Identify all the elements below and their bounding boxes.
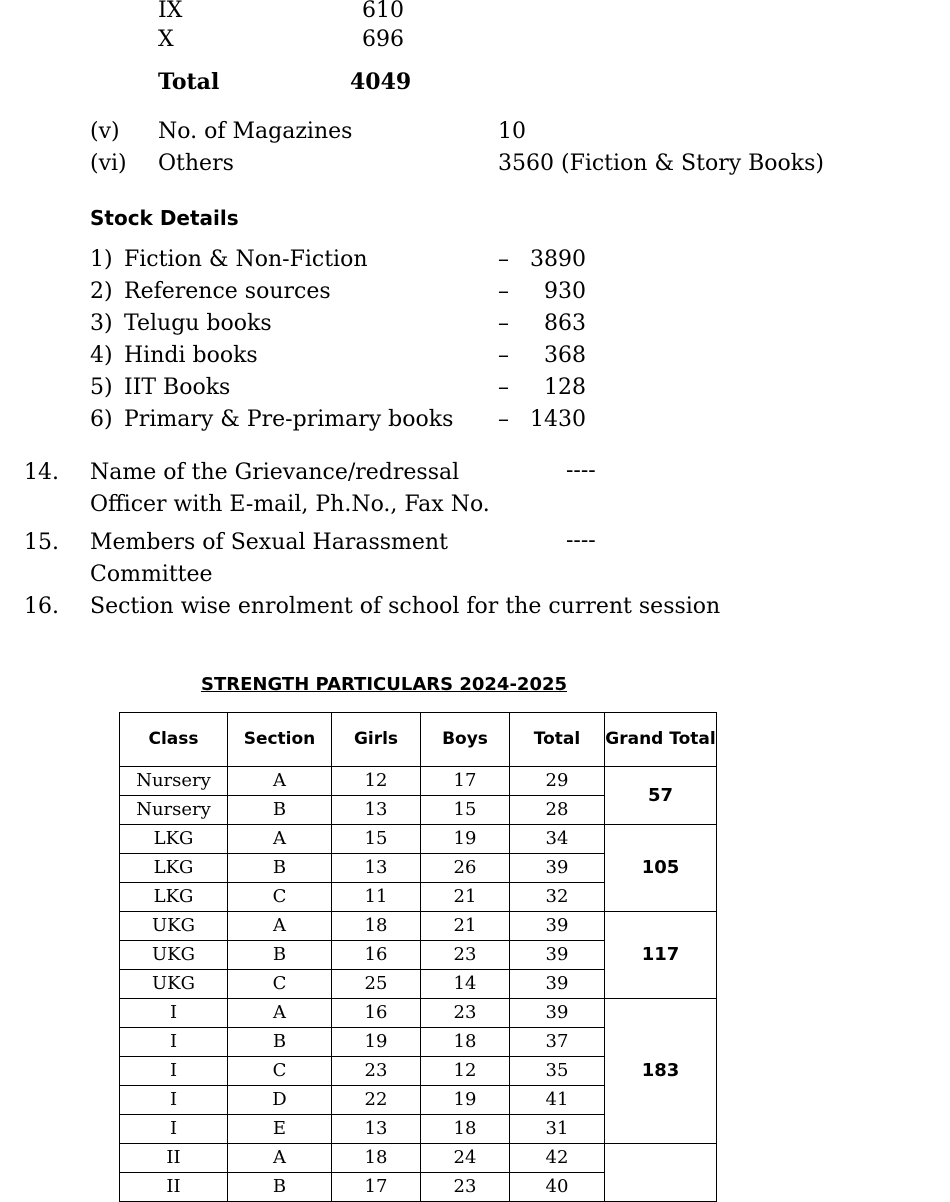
stock-label: Fiction & Non-Fiction (124, 247, 368, 272)
stock-num: 3) (90, 311, 113, 336)
cell-boys: 12 (421, 1057, 510, 1086)
cell-boys: 18 (421, 1115, 510, 1144)
cell-total: 29 (510, 767, 605, 796)
cell-total: 39 (510, 941, 605, 970)
cell-class: UKG (120, 970, 228, 999)
table-row (120, 912, 717, 941)
grievance-officer-label-2: Officer with E-mail, Ph.No., Fax No. (90, 492, 490, 517)
stock-label: Primary & Pre-primary books (124, 407, 454, 432)
cell-section: B (228, 1028, 332, 1057)
stock-num: 5) (90, 375, 113, 400)
cell-section: B (228, 796, 332, 825)
stock-dash: – (498, 343, 509, 368)
col-header-girls: Girls (332, 713, 421, 767)
harassment-committee-label: Members of Sexual Harassment (90, 530, 448, 555)
section-enrolment-label: Section wise enrolment of school for the current session (90, 594, 721, 619)
cell-boys: 17 (421, 767, 510, 796)
cell-grand-total-class-i: 183 (605, 999, 717, 1144)
cell-section: B (228, 854, 332, 883)
stock-dash: – (498, 247, 509, 272)
class-label-x: X (158, 27, 174, 52)
cell-section: B (228, 941, 332, 970)
cell-grand-total-ukg: 117 (605, 912, 717, 999)
cell-total: 40 (510, 1173, 605, 1202)
cell-total: 39 (510, 999, 605, 1028)
cell-girls: 16 (332, 999, 421, 1028)
stock-value: 3890 (530, 247, 586, 272)
cell-girls: 16 (332, 941, 421, 970)
cell-boys: 19 (421, 1086, 510, 1115)
item-value-magazines: 10 (498, 119, 526, 144)
class-label-ix: IX (158, 0, 183, 23)
stock-dash: – (498, 279, 509, 304)
cell-girls: 17 (332, 1173, 421, 1202)
cell-boys: 23 (421, 941, 510, 970)
cell-class: UKG (120, 941, 228, 970)
stock-num: 4) (90, 343, 113, 368)
stock-label: Hindi books (124, 343, 258, 368)
grievance-officer-value: ---- (566, 458, 596, 483)
cell-section: D (228, 1086, 332, 1115)
cell-total: 32 (510, 883, 605, 912)
cell-class: I (120, 1028, 228, 1057)
cell-section: E (228, 1115, 332, 1144)
strength-table (119, 712, 717, 1202)
cell-boys: 21 (421, 883, 510, 912)
col-header-section: Section (228, 713, 332, 767)
cell-boys: 26 (421, 854, 510, 883)
stock-value: 128 (544, 375, 586, 400)
cell-section: A (228, 825, 332, 854)
cell-grand-total-nursery: 57 (605, 767, 717, 825)
item-number-16: 16. (24, 594, 59, 619)
cell-section: A (228, 912, 332, 941)
cell-boys: 19 (421, 825, 510, 854)
cell-total: 41 (510, 1086, 605, 1115)
cell-boys: 23 (421, 1173, 510, 1202)
cell-total: 39 (510, 854, 605, 883)
stock-dash: – (498, 407, 509, 432)
cell-section: B (228, 1173, 332, 1202)
cell-girls: 23 (332, 1057, 421, 1086)
cell-class: I (120, 1086, 228, 1115)
harassment-committee-label-2: Committee (90, 562, 213, 587)
cell-class: Nursery (120, 796, 228, 825)
cell-total: 31 (510, 1115, 605, 1144)
stock-dash: – (498, 311, 509, 336)
cell-grand-total-class-ii (605, 1144, 717, 1202)
cell-boys: 24 (421, 1144, 510, 1173)
cell-total: 37 (510, 1028, 605, 1057)
cell-girls: 22 (332, 1086, 421, 1115)
stock-value: 368 (544, 343, 586, 368)
stock-label: Telugu books (124, 311, 272, 336)
item-number-14: 14. (24, 460, 59, 485)
cell-class: II (120, 1144, 228, 1173)
cell-section: C (228, 970, 332, 999)
stock-label: IIT Books (124, 375, 231, 400)
cell-boys: 14 (421, 970, 510, 999)
cell-boys: 15 (421, 796, 510, 825)
item-number-15: 15. (24, 530, 59, 555)
cell-class: LKG (120, 825, 228, 854)
cell-girls: 13 (332, 1115, 421, 1144)
table-row (120, 1144, 717, 1173)
item-value-others: 3560 (Fiction & Story Books) (498, 151, 825, 176)
stock-value: 863 (544, 311, 586, 336)
class-value-x: 696 (362, 27, 404, 52)
cell-girls: 18 (332, 1144, 421, 1173)
class-value-ix: 610 (362, 0, 404, 23)
cell-total: 35 (510, 1057, 605, 1086)
item-label-magazines: No. of Magazines (158, 119, 353, 144)
cell-total: 39 (510, 912, 605, 941)
col-header-grand-total: Grand Total (605, 713, 717, 767)
stock-num: 1) (90, 247, 113, 272)
grievance-officer-label: Name of the Grievance/redressal (90, 460, 460, 485)
cell-total: 28 (510, 796, 605, 825)
cell-girls: 19 (332, 1028, 421, 1057)
col-header-total: Total (510, 713, 605, 767)
item-num: (vi) (90, 151, 127, 176)
cell-total: 34 (510, 825, 605, 854)
item-label-others: Others (158, 151, 234, 176)
cell-class: LKG (120, 883, 228, 912)
harassment-committee-value: ---- (566, 528, 596, 553)
classes-total-label: Total (158, 69, 220, 95)
stock-num: 6) (90, 407, 113, 432)
classes-total-value: 4049 (350, 69, 412, 95)
cell-girls: 15 (332, 825, 421, 854)
stock-dash: – (498, 375, 509, 400)
table-row (120, 825, 717, 854)
cell-girls: 18 (332, 912, 421, 941)
cell-girls: 25 (332, 970, 421, 999)
table-row (120, 767, 717, 796)
table-row (120, 999, 717, 1028)
cell-class: Nursery (120, 767, 228, 796)
cell-class: II (120, 1173, 228, 1202)
cell-girls: 13 (332, 796, 421, 825)
stock-value: 1430 (530, 407, 586, 432)
stock-value: 930 (544, 279, 586, 304)
col-header-boys: Boys (421, 713, 510, 767)
cell-girls: 11 (332, 883, 421, 912)
cell-total: 42 (510, 1144, 605, 1173)
cell-class: I (120, 999, 228, 1028)
cell-section: C (228, 883, 332, 912)
cell-grand-total-lkg: 105 (605, 825, 717, 912)
cell-class: UKG (120, 912, 228, 941)
cell-class: I (120, 1057, 228, 1086)
cell-girls: 12 (332, 767, 421, 796)
cell-girls: 13 (332, 854, 421, 883)
stock-heading: Stock Details (90, 206, 239, 230)
cell-class: I (120, 1115, 228, 1144)
item-num: (v) (90, 119, 120, 144)
cell-section: A (228, 1144, 332, 1173)
cell-section: C (228, 1057, 332, 1086)
stock-label: Reference sources (124, 279, 331, 304)
cell-total: 39 (510, 970, 605, 999)
cell-boys: 21 (421, 912, 510, 941)
strength-title: STRENGTH PARTICULARS 2024-2025 (201, 674, 568, 695)
stock-num: 2) (90, 279, 113, 304)
cell-class: LKG (120, 854, 228, 883)
table-header-row (120, 713, 717, 767)
cell-boys: 23 (421, 999, 510, 1028)
col-header-class: Class (120, 713, 228, 767)
cell-boys: 18 (421, 1028, 510, 1057)
cell-section: A (228, 767, 332, 796)
cell-section: A (228, 999, 332, 1028)
